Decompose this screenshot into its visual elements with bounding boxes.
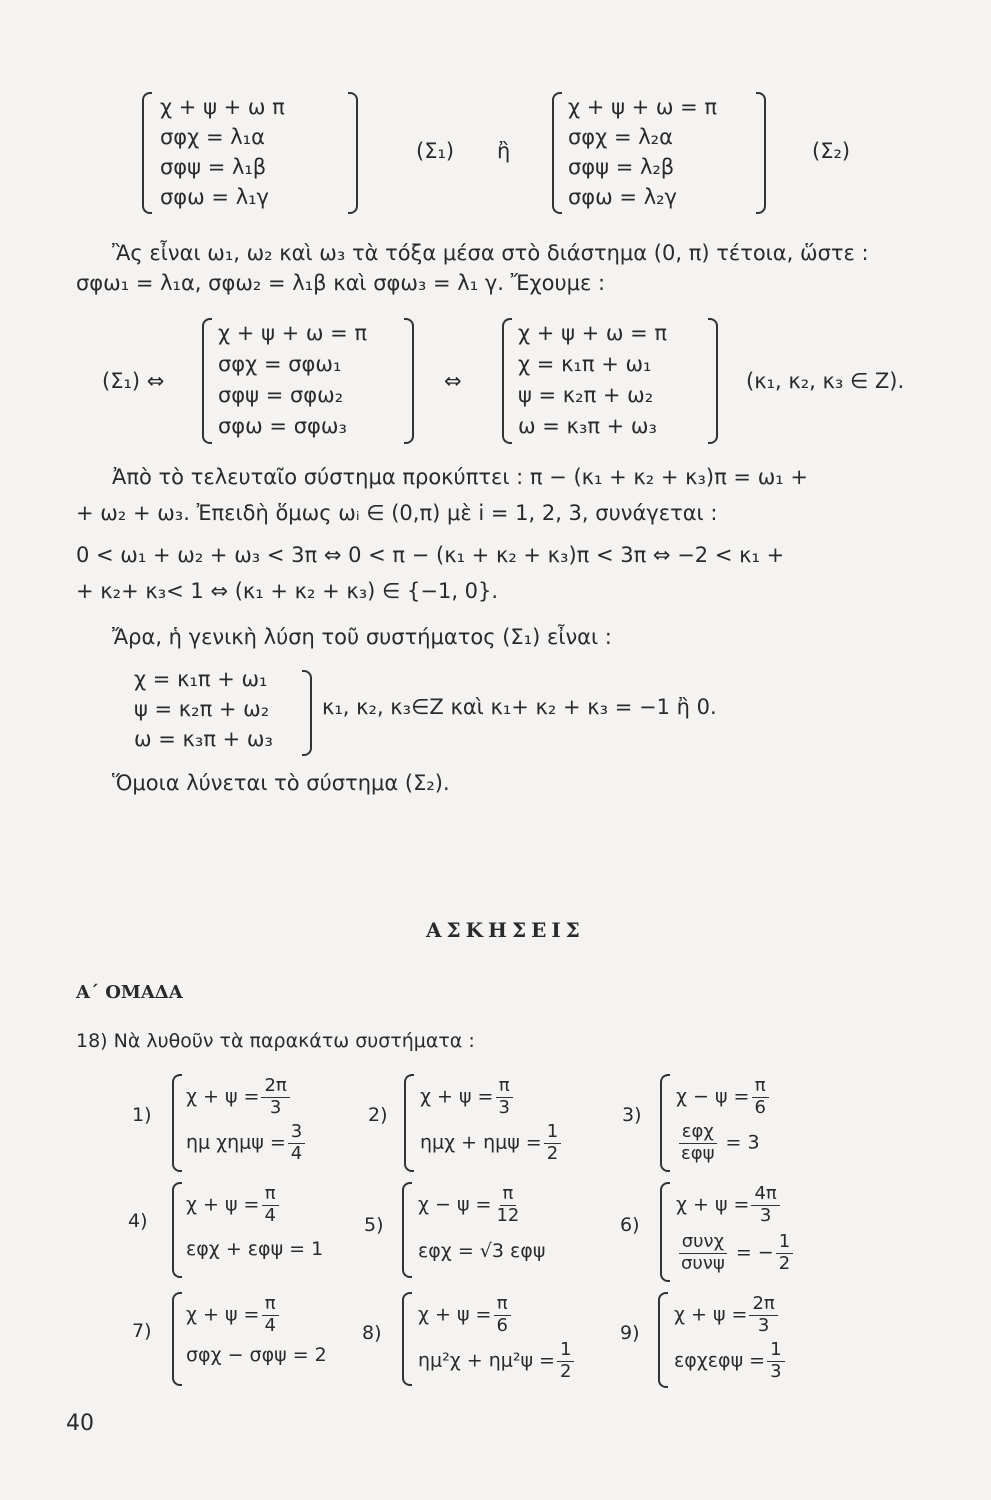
paragraph-line: Ὅμοια λύνεται τὸ σύστημα (Σ₂).	[112, 771, 450, 795]
brace-left	[402, 1292, 412, 1386]
problem-eq1: χ − ψ = $\frac{\pi}{12}$	[418, 1183, 520, 1226]
brace-left	[402, 1182, 412, 1278]
problem-number: 6)	[620, 1214, 640, 1236]
paragraph-line: Ἂς εἶναι ω₁, ω₂ καὶ ω₃ τὰ τόξα μέσα στὸ διάστημα (0, π) τέτοια, ὥστε :	[112, 241, 869, 265]
brace-left	[552, 92, 562, 214]
brace-left	[660, 1074, 670, 1172]
brace-right	[708, 318, 718, 444]
problem-eq2: εφχ = √3 εφψ	[418, 1240, 546, 1262]
problem-eq1: χ + ψ = $\frac{\pi}{6}$	[418, 1294, 513, 1336]
equation: σφχ = σφω₁	[218, 352, 342, 376]
problem-number: 3)	[622, 1104, 642, 1126]
system-label-s1: (Σ₁)	[416, 139, 455, 163]
equation: χ + ψ + ω = π	[568, 95, 718, 119]
equation: χ + ψ + ω π	[160, 95, 285, 119]
brace-right	[404, 318, 414, 444]
brace-left	[202, 318, 212, 444]
problem-eq1: χ + ψ = $\frac{\pi}{4}$	[186, 1294, 281, 1336]
integer-note: (κ₁, κ₂, κ₃ ∈ Z).	[746, 369, 905, 393]
problem-eq1: χ − ψ = $\frac{\pi}{6}$	[676, 1076, 771, 1118]
system-right	[518, 318, 667, 442]
or-word: ἢ	[497, 139, 511, 163]
equation: χ = κ₁π + ω₁	[518, 352, 652, 376]
system-mid	[218, 318, 367, 442]
equiv-arrow: ⇔	[444, 369, 462, 393]
equation: σφψ = λ₂β	[568, 155, 675, 179]
solution-condition: κ₁, κ₂, κ₃∈Z καὶ κ₁+ κ₂ + κ₃ = −1 ἢ 0.	[322, 695, 717, 719]
problem-number: 5)	[364, 1214, 384, 1236]
exercises-heading: ΑΣΚΗΣΕΙΣ	[426, 918, 585, 942]
equiv-label: (Σ₁) ⇔	[102, 369, 165, 393]
problem-eq2: ημχ + ημψ = $\frac{1}{2}$	[420, 1122, 563, 1164]
problem-number: 2)	[368, 1104, 388, 1126]
paragraph-line: + ω₂ + ω₃. Ἐπειδὴ ὅμως ωᵢ ∈ (0,π) μὲ i = 1, 2, 3, συνάγεται :	[76, 501, 718, 525]
brace-left	[142, 92, 152, 214]
brace-left	[172, 1182, 182, 1278]
problem-intro: 18) Νὰ λυθοῦν τὰ παρακάτω συστήματα :	[76, 1030, 475, 1052]
equation: χ + ψ + ω = π	[518, 321, 668, 345]
equation: σφψ = σφω₂	[218, 383, 344, 407]
problem-eq1: χ + ψ = $\frac{\pi}{3}$	[420, 1076, 515, 1118]
equation: σφω = λ₂γ	[568, 185, 677, 209]
problem-eq2: ημ χημψ = $\frac{3}{4}$	[186, 1122, 307, 1164]
problem-number: 1)	[132, 1104, 152, 1126]
problem-eq1: χ + ψ = $\frac{2\pi}{3}$	[674, 1294, 780, 1336]
brace-right	[302, 670, 312, 756]
brace-left	[502, 318, 512, 444]
equation: σφχ = λ₁α	[160, 125, 265, 149]
equation: ω = κ₃π + ω₃	[134, 727, 273, 751]
problem-eq1: χ + ψ = $\frac{4\pi}{3}$	[676, 1184, 782, 1226]
equation: ψ = κ₂π + ω₂	[134, 697, 270, 721]
paragraph-line: + κ₂+ κ₃< 1 ⇔ (κ₁ + κ₂ + κ₃) ∈ {−1, 0}.	[76, 579, 499, 603]
problem-number: 4)	[128, 1210, 148, 1232]
brace-left	[172, 1074, 182, 1172]
problem-eq2: σφχ − σφψ = 2	[186, 1344, 327, 1366]
equation: σφψ = λ₁β	[160, 155, 267, 179]
problem-eq2: εφχ + εφψ = 1	[186, 1238, 324, 1260]
problem-eq2: εφχεφψ = $\frac{1}{3}$	[674, 1340, 787, 1382]
system-s1	[160, 92, 285, 212]
system-s2	[568, 92, 717, 212]
brace-right	[756, 92, 766, 214]
problem-number: 7)	[132, 1320, 152, 1342]
problem-eq2: ημ²χ + ημ²ψ = $\frac{1}{2}$	[418, 1340, 576, 1382]
brace-left	[404, 1074, 414, 1172]
paragraph-line: 0 < ω₁ + ω₂ + ω₃ < 3π ⇔ 0 < π − (κ₁ + κ₂ + κ₃)π < 3π ⇔ −2 < κ₁ +	[76, 543, 785, 567]
equation: χ = κ₁π + ω₁	[134, 667, 268, 691]
equation: ω = κ₃π + ω₃	[518, 414, 657, 438]
equation: σφω = σφω₃	[218, 414, 347, 438]
problem-eq1: χ + ψ = $\frac{\pi}{4}$	[186, 1184, 281, 1226]
brace-right	[348, 92, 358, 214]
system-label-s2: (Σ₂)	[812, 139, 851, 163]
problem-number: 9)	[620, 1322, 640, 1344]
brace-left	[172, 1292, 182, 1386]
group-label: Α΄ ΟΜΑΔΑ	[76, 982, 183, 1003]
brace-left	[658, 1292, 668, 1388]
brace-left	[660, 1182, 670, 1282]
equation: σφω = λ₁γ	[160, 185, 269, 209]
general-solution	[134, 664, 273, 754]
problem-eq2: $\frac{\text{συνχ}}{\text{συνψ}}$ = − $\frac{1}{2}$	[676, 1232, 795, 1274]
paragraph-line: Ἄρα, ἡ γενικὴ λύση τοῦ συστήματος (Σ₁) εἶναι :	[112, 625, 612, 649]
equation: σφχ = λ₂α	[568, 125, 673, 149]
problem-number: 8)	[362, 1322, 382, 1344]
equation: ψ = κ₂π + ω₂	[518, 383, 654, 407]
problem-eq1: χ + ψ = $\frac{2\pi}{3}$	[186, 1076, 292, 1118]
paragraph-line: σφω₁ = λ₁α, σφω₂ = λ₁β καὶ σφω₃ = λ₁ γ. Ἔχουμε :	[76, 271, 606, 295]
page-number: 40	[66, 1411, 94, 1436]
paragraph-line: Ἀπὸ τὸ τελευταῖο σύστημα προκύπτει : π − (κ₁ + κ₂ + κ₃)π = ω₁ +	[112, 465, 808, 489]
problem-eq2: $\frac{\text{εφχ}}{\text{εφψ}}$ = 3	[676, 1122, 760, 1164]
equation: χ + ψ + ω = π	[218, 321, 368, 345]
